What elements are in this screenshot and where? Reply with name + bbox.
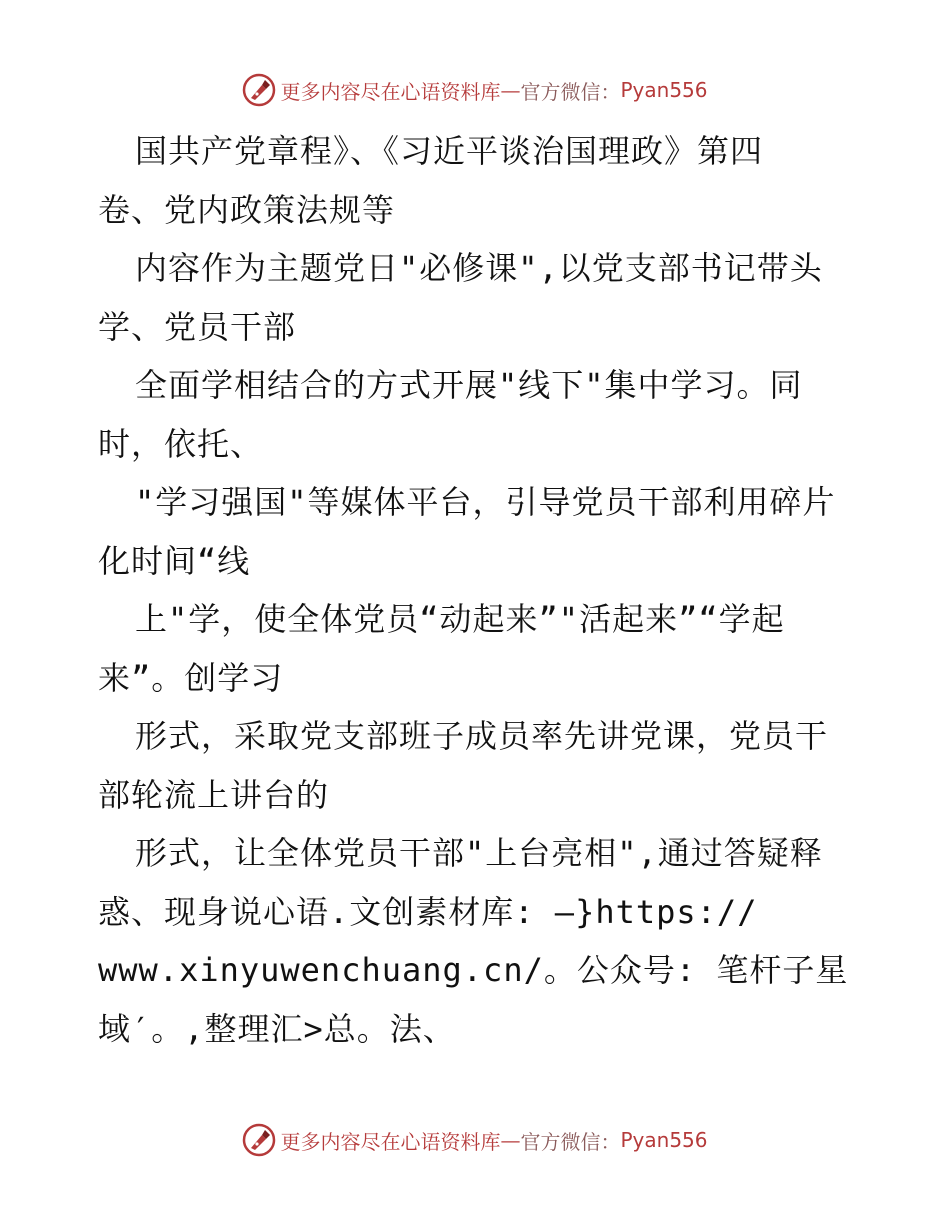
pen-nib-logo-icon [242, 73, 276, 107]
document-body [98, 122, 868, 1058]
footer-separator: — [500, 1128, 521, 1152]
header-wechat-id: Pyan556 [620, 78, 708, 102]
footer-wechat-id: Pyan556 [620, 1128, 708, 1152]
body-line: 上"学，使全体党员“动起来”"活起来”“学起 [135, 600, 785, 638]
header-brand: 更多内容尽在心语资料库 [280, 79, 501, 104]
header-banner [0, 70, 950, 110]
body-line: 惑、现身说心语.文创素材库: —}https:// [98, 892, 758, 931]
header-separator: — [500, 78, 521, 102]
body-line: 形式，采取党支部班子成员率先讲党课，党员干 [135, 717, 829, 755]
body-line: 全面学相结合的方式开展"线下"集中学习。同 [135, 366, 803, 404]
body-line: 形式，让全体党员干部"上台亮相",通过答疑释 [135, 834, 823, 872]
header-wechat-label: 官方微信： [520, 79, 621, 104]
body-line: "学习强国"等媒体平台，引导党员干部利用碎片 [135, 483, 836, 521]
body-line: 部轮流上讲台的 [98, 775, 330, 814]
body-line: www.xinyuwenchuang.cn/。公众号: 笔杆子星 [98, 951, 849, 989]
body-line: 国共产党章程》、《习近平谈治国理政》第四 [135, 132, 764, 170]
body-line: 域′。,整理汇>总。法、 [98, 1009, 456, 1048]
body-line: 时，依托、 [98, 424, 264, 463]
body-line: 内容作为主题党日"必修课",以党支部书记带头 [135, 249, 823, 287]
body-line: 卷、党内政策法规等 [98, 190, 396, 229]
body-line: 来”。创学习 [98, 658, 284, 697]
footer-brand: 更多内容尽在心语资料库 [280, 1129, 501, 1154]
footer-banner [0, 1120, 950, 1160]
body-line: 学、党员干部 [98, 307, 297, 346]
footer-wechat-label: 官方微信： [520, 1129, 621, 1154]
body-line: 化时间“线 [98, 541, 251, 580]
pen-nib-logo-icon [242, 1123, 276, 1157]
